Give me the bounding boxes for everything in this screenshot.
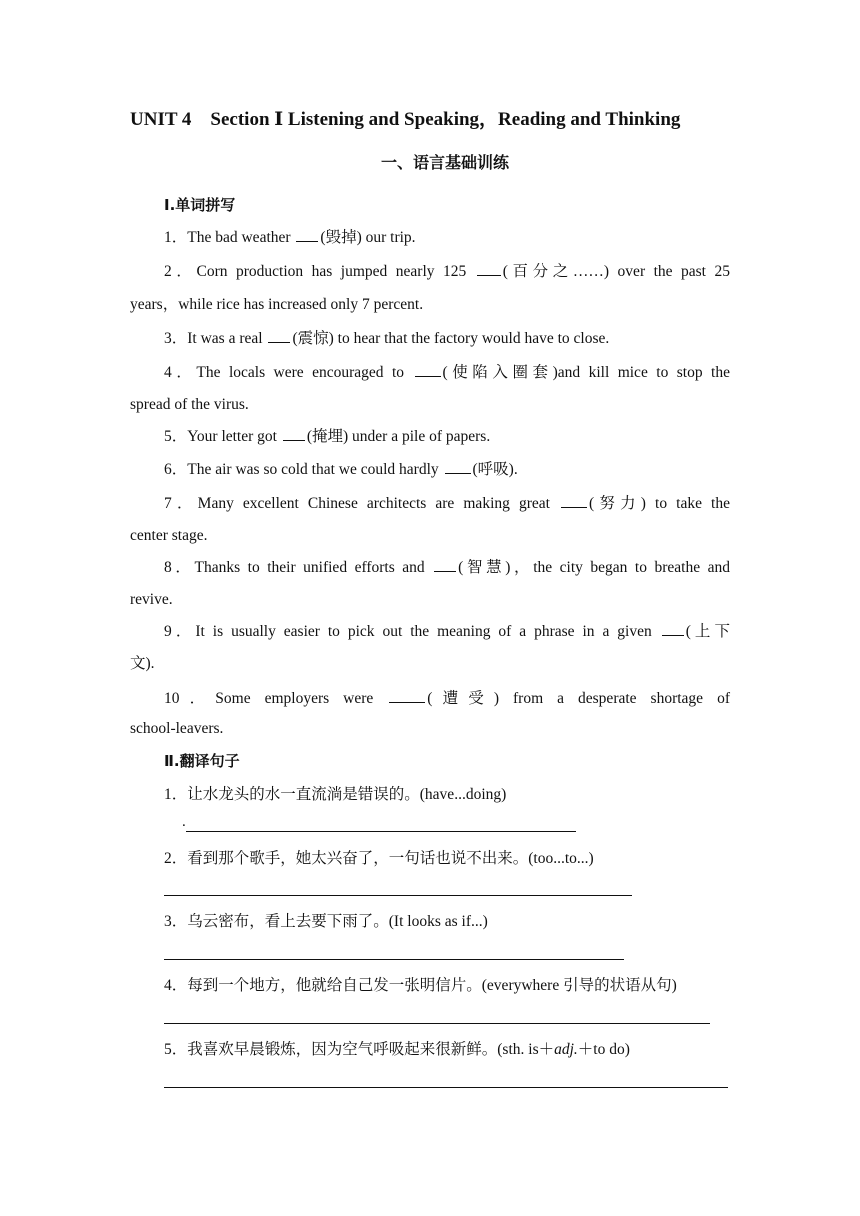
answer-blank[interactable] — [268, 328, 290, 343]
spelling-item-10 — [164, 688, 730, 709]
answer-line-3[interactable] — [164, 959, 624, 960]
part1-heading: Ⅰ.单词拼写 — [164, 196, 236, 214]
spelling-item-5 — [164, 426, 730, 447]
item-number: 7． — [164, 495, 198, 512]
item-hint: (努力) to take the — [589, 495, 730, 512]
answer-line-2[interactable] — [164, 895, 632, 896]
item-text: It was a real — [187, 330, 267, 347]
item-number: 10． — [164, 690, 216, 707]
answer-line-5[interactable] — [164, 1087, 728, 1088]
spelling-item-9 — [164, 621, 730, 642]
item-text: 我喜欢早晨锻炼，因为空气呼吸起来很新鲜。(sth. is＋ — [187, 1041, 555, 1058]
item-text: Thanks to their unified efforts and — [194, 559, 433, 576]
item-text: Corn production has jumped nearly 125 — [196, 263, 475, 280]
page-title: UNIT 4 Section Ⅰ Listening and Speaking，Reading and Thinking — [130, 109, 681, 130]
translation-item-4 — [164, 976, 730, 996]
answer-blank[interactable] — [662, 621, 684, 636]
item-number: 4． — [164, 977, 188, 994]
section-subtitle: 一、语言基础训练 — [380, 153, 509, 172]
spelling-item-9-cont: 文). — [130, 655, 155, 672]
spelling-item-7 — [164, 493, 730, 514]
item-text: The bad weather — [187, 229, 295, 246]
item-text-italic: adj. — [554, 1041, 578, 1058]
item-number: 4． — [164, 364, 197, 381]
item-text: 乌云密布，看上去要下雨了。(It looks as if...) — [187, 913, 488, 930]
item-number: 3． — [164, 330, 188, 347]
answer-line-1[interactable] — [186, 831, 576, 832]
item-hint: (震惊) to hear that the factory would have to close. — [292, 330, 610, 347]
item-hint: (上下 — [685, 623, 730, 640]
item-number: 8． — [164, 559, 195, 576]
spelling-item-7-cont: center stage. — [130, 527, 208, 544]
spelling-item-2-cont: years，while rice has increased only 7 percent. — [130, 296, 424, 313]
item-text: 每到一个地方，他就给自己发一张明信片。(everywhere 引导的状语从句) — [187, 977, 677, 994]
item-text: Your letter got — [187, 428, 281, 445]
item-text: Some employers were — [215, 690, 388, 707]
item-number: 5． — [164, 1041, 188, 1058]
answer-blank[interactable] — [389, 688, 425, 703]
item-text: The air was so cold that we could hardly — [187, 461, 443, 478]
answer-dot: . — [182, 814, 186, 830]
spelling-item-1 — [164, 227, 730, 248]
item-number: 5． — [164, 428, 188, 445]
item-number: 3． — [164, 913, 188, 930]
answer-blank[interactable] — [296, 227, 318, 242]
answer-line-4[interactable] — [164, 1023, 710, 1024]
spelling-item-4-cont: spread of the virus. — [130, 396, 249, 413]
item-number: 6． — [164, 461, 188, 478]
item-text: It is usually easier to pick out the meaning of a phrase in a given — [195, 623, 660, 640]
item-hint: (掩埋) under a pile of papers. — [306, 428, 491, 445]
spelling-item-2 — [164, 261, 730, 282]
item-text: Many excellent Chinese architects are making great — [197, 495, 560, 512]
item-number: 1． — [164, 229, 188, 246]
translation-item-5 — [164, 1040, 730, 1060]
part2-heading: Ⅱ.翻译句子 — [164, 752, 240, 770]
item-hint: (百分之……) over the past 25 — [502, 263, 730, 280]
answer-blank[interactable] — [561, 493, 587, 508]
item-number: 2． — [164, 263, 197, 280]
spelling-item-6 — [164, 459, 730, 480]
answer-blank[interactable] — [415, 362, 441, 377]
item-hint: (毁掉) our trip. — [320, 229, 416, 246]
answer-blank[interactable] — [477, 261, 501, 276]
spelling-item-3 — [164, 328, 730, 349]
item-number: 9． — [164, 623, 196, 640]
item-hint: (智慧)，the city began to breathe and — [458, 559, 730, 576]
spelling-item-4 — [164, 362, 730, 383]
spelling-item-8 — [164, 557, 730, 578]
item-hint: (遭受) from a desperate shortage of — [427, 690, 730, 707]
translation-item-1 — [164, 785, 730, 805]
item-text-end: ＋to do) — [577, 1041, 630, 1058]
item-text: The locals were encouraged to — [196, 364, 413, 381]
translation-item-2 — [164, 849, 730, 869]
item-text: 看到那个歌手，她太兴奋了，一句话也说不出来。(too...to...) — [187, 850, 594, 867]
item-hint: (使陷入圈套)and kill mice to stop the — [442, 364, 730, 381]
item-number: 2． — [164, 850, 188, 867]
item-text: 让水龙头的水一直流淌是错误的。(have...doing) — [187, 786, 507, 803]
item-hint: (呼吸). — [472, 461, 518, 478]
item-number: 1． — [164, 786, 188, 803]
answer-blank[interactable] — [434, 557, 456, 572]
answer-blank[interactable] — [445, 459, 471, 474]
answer-blank[interactable] — [283, 426, 305, 441]
spelling-item-8-cont: revive. — [130, 591, 173, 608]
spelling-item-10-cont: school-leavers. — [130, 720, 224, 737]
translation-item-3 — [164, 912, 730, 932]
